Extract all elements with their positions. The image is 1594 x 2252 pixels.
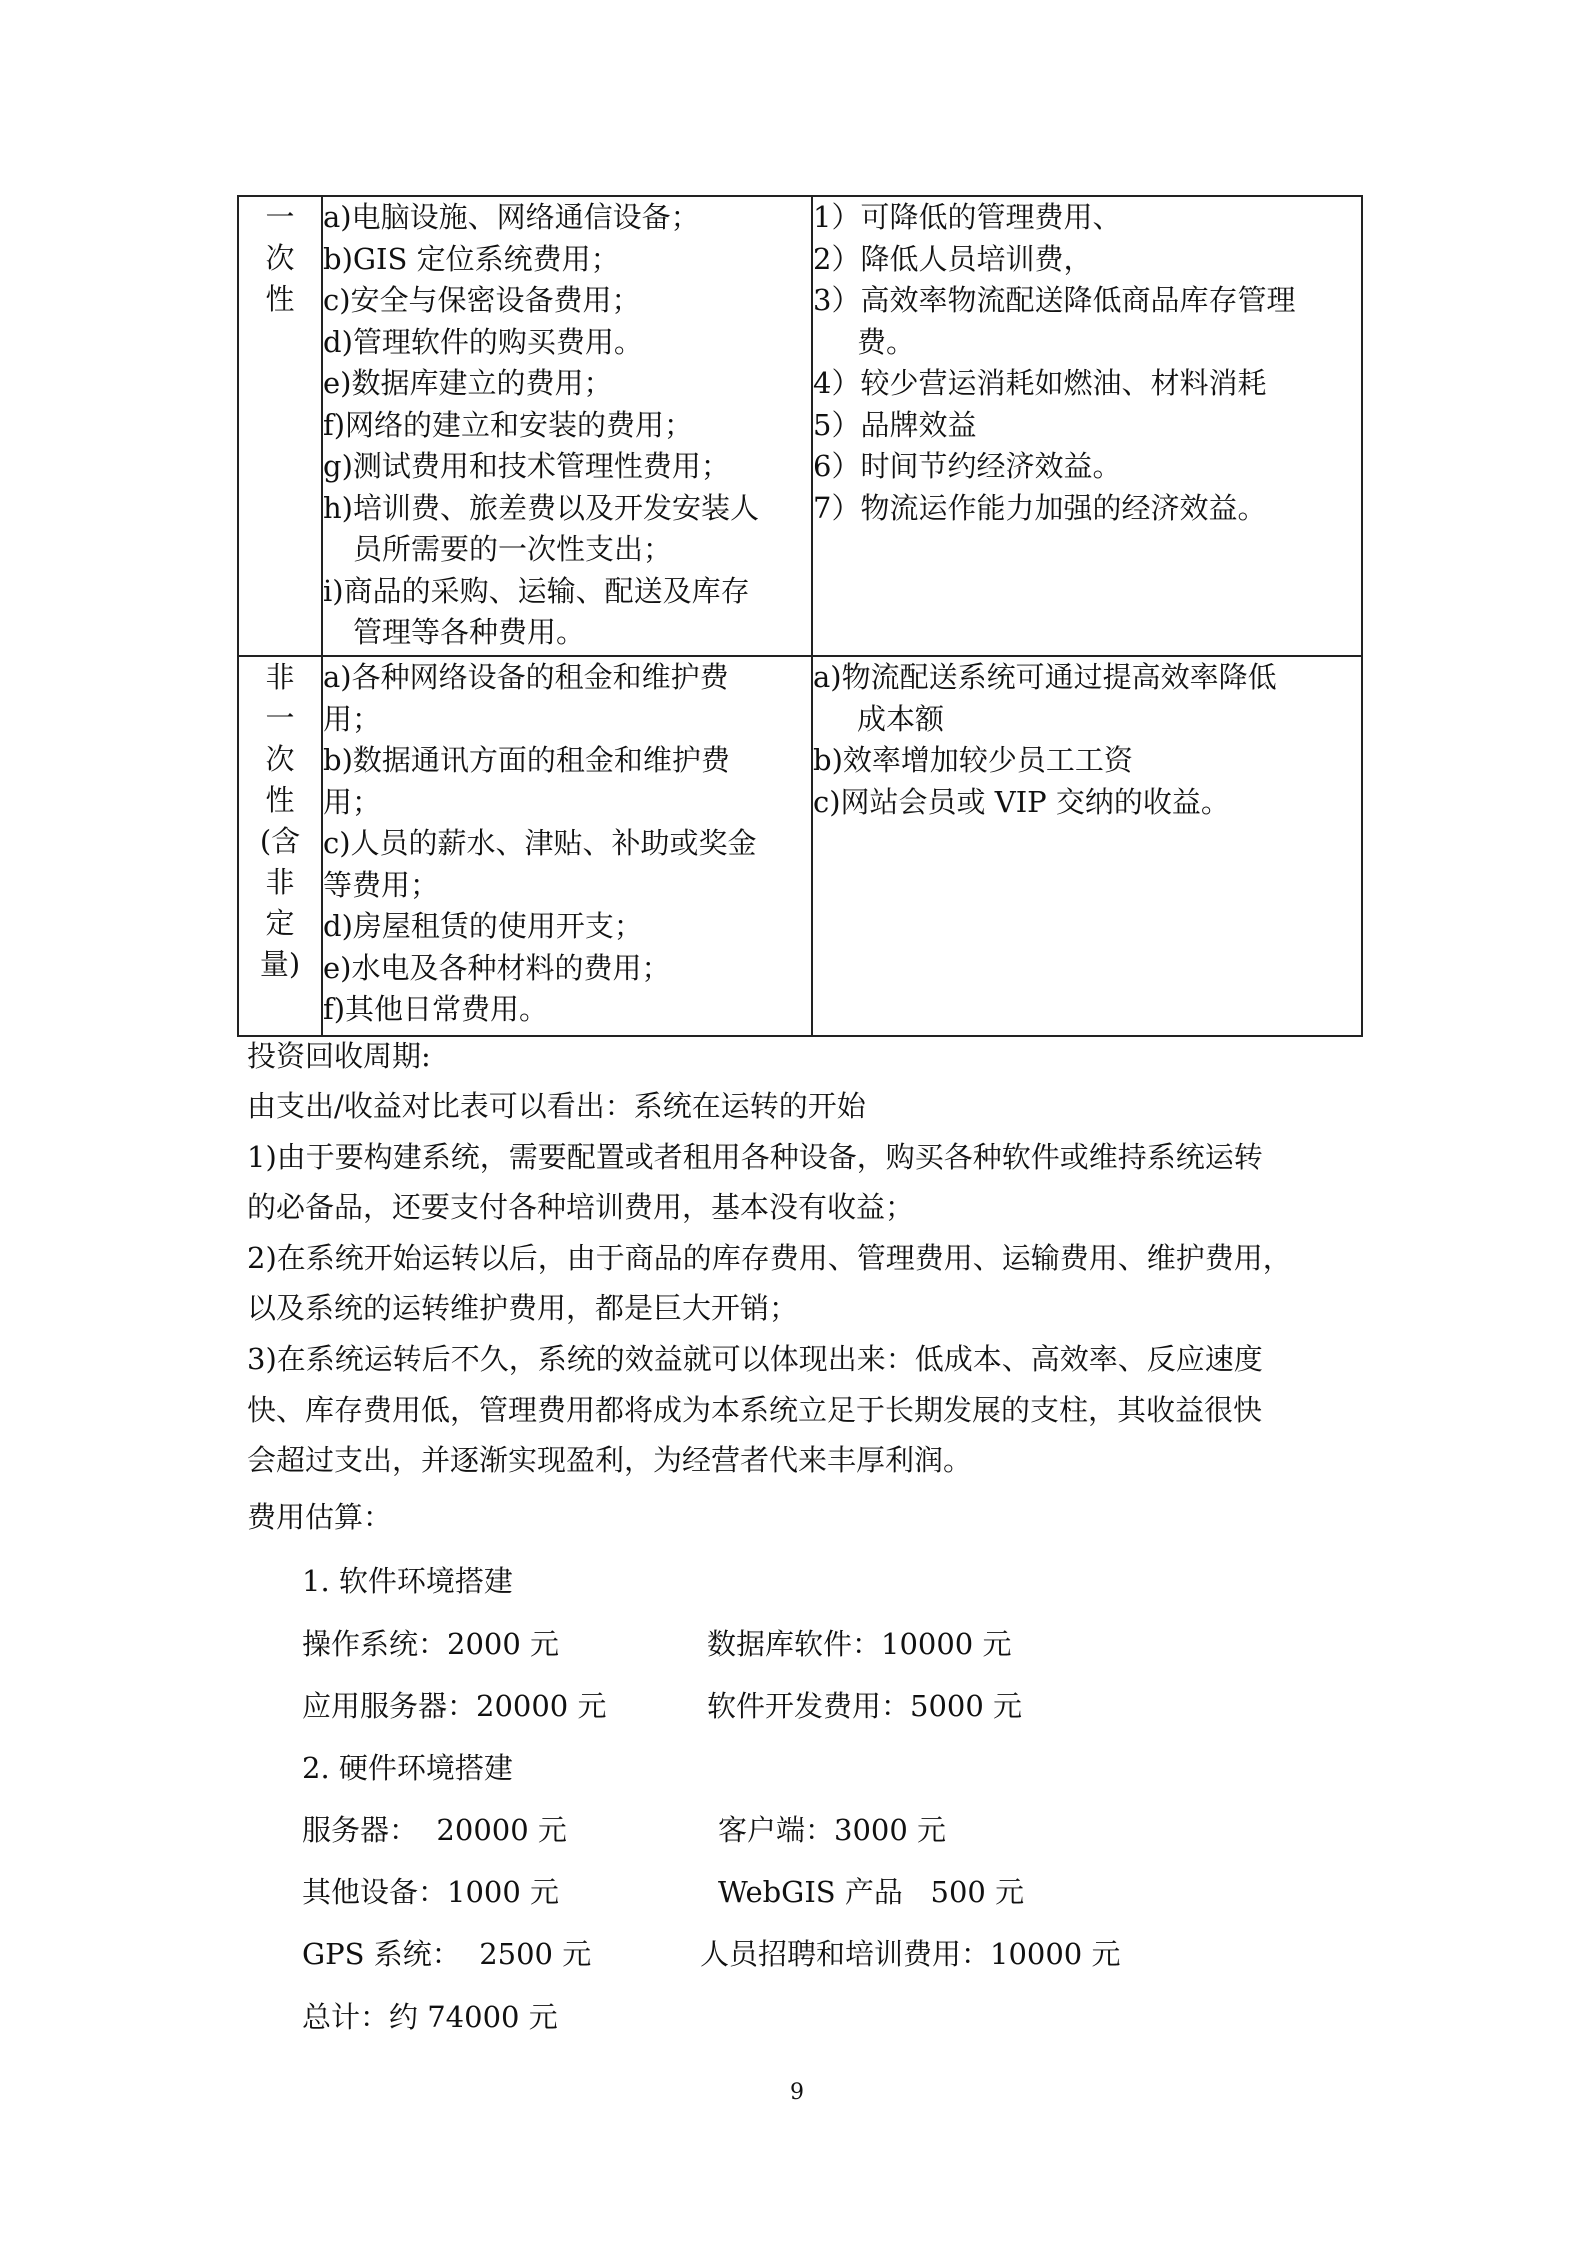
income-item: 费。 xyxy=(857,324,916,359)
payback-heading: 投资回收周期: xyxy=(247,1039,431,1073)
income-item: c)网站会员或 VIP 交纳的收益。 xyxy=(813,784,1230,819)
table-row xyxy=(238,656,1362,1036)
category-label-cell xyxy=(238,656,322,1036)
paragraph-2-line-1: 2)在系统开始运转以后，由于商品的库存费用、管理费用、运输费用、维护费用， xyxy=(247,1241,1292,1275)
income-item: 2）降低人员培训费， xyxy=(813,241,1093,276)
category-label-char: 量) xyxy=(259,947,301,981)
estimate-os: 操作系统：2000 元 xyxy=(302,1627,560,1661)
expense-item: 管理等各种费用。 xyxy=(353,615,586,649)
income-item: a)物流配送系统可通过提高效率降低 xyxy=(813,660,1277,694)
expense-item: e)数据库建立的费用； xyxy=(323,366,613,400)
expense-item: h)培训费、旅差费以及开发安装人 xyxy=(323,490,759,525)
paragraph-1-line-2: 的必备品，还要支付各种培训费用，基本没有收益； xyxy=(247,1190,915,1224)
income-cell xyxy=(812,196,1362,656)
software-section-title: 1. 软件环境搭建 xyxy=(302,1564,513,1598)
category-label-char: 一 xyxy=(265,701,295,735)
expense-item: a)电脑设施、网络通信设备； xyxy=(323,200,700,234)
category-label-char: 一 xyxy=(265,200,295,234)
income-item: 5）品牌效益 xyxy=(813,407,977,442)
expense-item: f)网络的建立和安装的费用； xyxy=(323,407,694,442)
expense-item: d)管理软件的购买费用。 xyxy=(323,324,643,359)
expense-item: b)GIS 定位系统费用； xyxy=(323,241,620,276)
paragraph-3-line-3: 会超过支出，并逐渐实现盈利，为经营者代来丰厚利润。 xyxy=(247,1443,973,1477)
estimate-other-devices: 其他设备：1000 元 xyxy=(302,1875,560,1909)
estimate-server: 服务器： 20000 元 xyxy=(302,1813,567,1847)
expense-item: c)人员的薪水、津贴、补助或奖金 xyxy=(323,826,757,860)
expense-item: g)测试费用和技术管理性费用； xyxy=(323,449,730,483)
paragraph-3-line-1: 3)在系统运转后不久，系统的效益就可以体现出来：低成本、高效率、反应速度 xyxy=(247,1342,1263,1376)
income-item: 4）较少营运消耗如燃油、材料消耗 xyxy=(813,366,1267,400)
category-label-char: 性 xyxy=(265,783,295,817)
estimate-app-server: 应用服务器：20000 元 xyxy=(302,1689,607,1723)
category-label-char: (含 xyxy=(259,824,301,858)
category-label-char: 非 xyxy=(265,865,295,899)
expense-item: a)各种网络设备的租金和维护费 xyxy=(323,660,729,694)
income-item: 3）高效率物流配送降低商品库存管理 xyxy=(813,283,1296,317)
income-item: b)效率增加较少员工工资 xyxy=(813,743,1133,777)
income-item: 7）物流运作能力加强的经济效益。 xyxy=(813,490,1267,525)
estimate-webgis: WebGIS 产品 500 元 xyxy=(718,1875,1025,1909)
paragraph-intro: 由支出/收益对比表可以看出：系统在运转的开始 xyxy=(247,1089,866,1123)
category-label-char: 次 xyxy=(265,241,295,275)
cost-benefit-table xyxy=(237,195,1363,1037)
estimate-staff: 人员招聘和培训费用：10000 元 xyxy=(700,1937,1121,1971)
paragraph-3-line-2: 快、库存费用低，管理费用都将成为本系统立足于长期发展的支柱，其收益很快 xyxy=(247,1393,1263,1427)
income-cell xyxy=(812,656,1362,1036)
estimate-heading: 费用估算： xyxy=(247,1500,393,1534)
expense-item: i)商品的采购、运输、配送及库存 xyxy=(323,573,750,608)
expense-item: 用； xyxy=(323,784,382,819)
table-row xyxy=(238,196,1362,656)
category-label-char: 定 xyxy=(265,906,295,940)
expense-item: e)水电及各种材料的费用； xyxy=(323,950,671,985)
estimate-gps: GPS 系统： 2500 元 xyxy=(302,1937,592,1971)
expense-item: c)安全与保密设备费用； xyxy=(323,283,641,317)
category-label-cell xyxy=(238,196,322,656)
income-item: 1）可降低的管理费用、 xyxy=(813,200,1122,234)
estimate-total: 总计：约 74000 元 xyxy=(302,2000,558,2034)
page-number: 9 xyxy=(790,2080,804,2105)
expense-item: 等费用； xyxy=(323,867,440,902)
category-label-char: 非 xyxy=(265,660,295,694)
category-label-char: 次 xyxy=(265,742,295,776)
estimate-dev: 软件开发费用：5000 元 xyxy=(707,1689,1023,1723)
expense-cell xyxy=(322,656,812,1036)
hardware-section-title: 2. 硬件环境搭建 xyxy=(302,1751,513,1785)
expense-item: 员所需要的一次性支出； xyxy=(353,532,673,566)
expense-item: d)房屋租赁的使用开支； xyxy=(323,909,643,943)
expense-cell xyxy=(322,196,812,656)
estimate-database: 数据库软件：10000 元 xyxy=(707,1627,1012,1661)
income-item: 6）时间节约经济效益。 xyxy=(813,449,1122,483)
category-label-char: 性 xyxy=(265,282,295,316)
paragraph-2-line-2: 以及系统的运转维护费用，都是巨大开销； xyxy=(247,1291,799,1325)
estimate-client: 客户端：3000 元 xyxy=(718,1813,947,1847)
expense-item: f)其他日常费用。 xyxy=(323,992,549,1026)
expense-item: b)数据通讯方面的租金和维护费 xyxy=(323,743,730,777)
income-item: 成本额 xyxy=(857,701,945,736)
expense-item: 用； xyxy=(323,701,382,736)
paragraph-1-line-1: 1)由于要构建系统，需要配置或者租用各种设备，购买各种软件或维持系统运转 xyxy=(247,1140,1263,1174)
